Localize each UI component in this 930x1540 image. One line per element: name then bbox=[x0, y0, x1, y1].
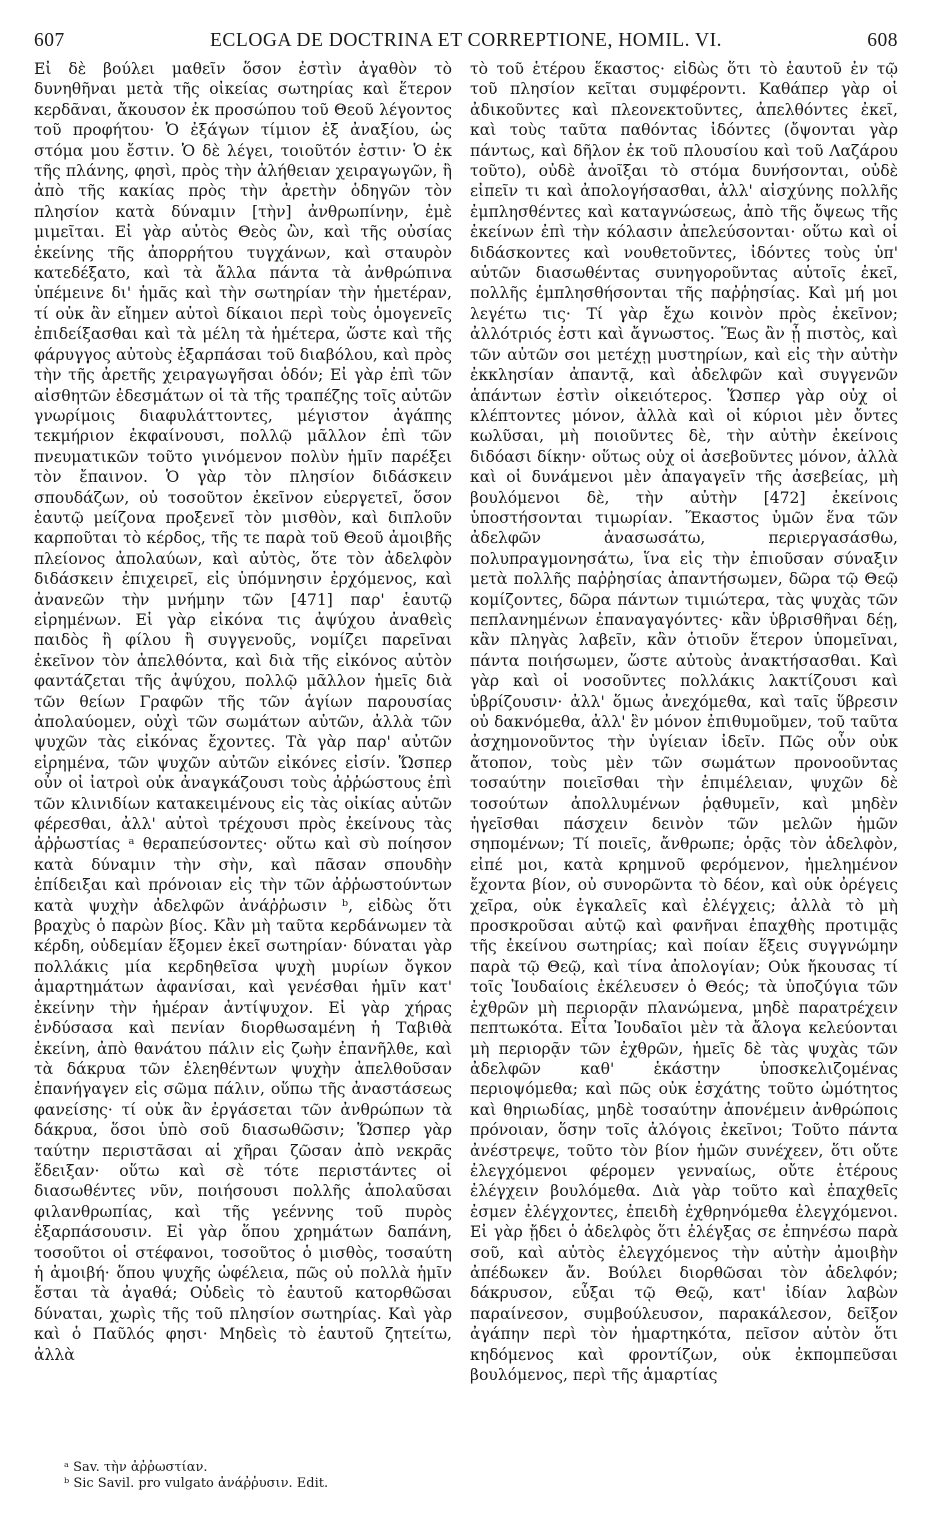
left-column-text: Εἰ δὲ βούλει μαθεῖν ὅσον ἐστὶν ἀγαθὸν τὸ δυνηθῆναι μετὰ τῆς οἰκείας σωτηρίας καὶ ἕτερον κερδᾶναι, ἄκουσον ἐκ προσώπου τοῦ Θεοῦ λέγοντος τοῦ προφήτου· Ὁ ἐξάγων τίμιον ἐξ ἀναξίου, ὡς στόμα μου ἔστιν. Ὁ δὲ λέγει, τοιοῦτόν ἐστιν· Ὁ ἐκ τῆς πλάνης, φησὶ, πρὸς τὴν ἀλήθειαν χειραγωγῶν, ἢ ἀπὸ τῆς κακίας πρὸς τὴν ἀρετὴν ὁδηγῶν τὸν πλησίον κατὰ δύναμιν [τὴν] ἀνθρωπίνην, ἐμὲ μιμεῖται. Εἰ γὰρ αὐτὸς Θεὸς ὢν, καὶ τῆς οὐσίας ἐκείνης τῆς ἀπορρήτου τυγχάνων, καὶ σταυρὸν κατεδέξατο, καὶ τὰ ἄλλα πάντα τὰ ἀνθρώπινα ὑπέμεινε δι' ἡμᾶς καὶ τὴν σωτηρίαν τὴν ἡμετέραν, τί οὐκ ἂν εἴημεν αὐτοὶ δίκαιοι περὶ τοὺς ὁμογενεῖς ἐπιδείξασθαι καὶ τὰ μέλη τὰ ἡμέτερα, ὥστε καὶ τῆς φάρυγγος αὐτοὺς ἐξαρπάσαι τοῦ διαβόλου, καὶ πρὸς τὴν τῆς ἀρετῆς χειραγωγῆσαι ὁδόν; Εἰ γὰρ ἐπὶ τῶν αἰσθητῶν ἐδεσμάτων οἱ τὰ τῆς τραπέζης τοῖς αὐτῶν γνωρίμοις διαφυλάττοντες, μέγιστον ἀγάπης τεκμήριον ἐκφαίνουσι, πολλῷ μᾶλλον ἐπὶ τῶν πνευματικῶν τοῦτο γινόμενον πολὺν ἡμῖν παρέξει τὸν ἔπαινον. Ὁ γὰρ τὸν πλησίον διδάσκειν σπουδάζων, οὐ τοσοῦτον ἐκεῖνον εὐεργετεῖ, ὅσον ἑαυτῷ μείζονα προξενεῖ τὸν μισθὸν, καὶ διπλοῦν καρποῦται τὸ κέρδος, τῆς τε παρὰ τοῦ Θεοῦ ἀμοιβῆς πλείονος ἀπολαύων, καὶ αὐτὸς, ὅτε τὸν ἀδελφὸν διδάσκειν ἐπιχειρεῖ, εἰς ὑπόμνησιν ἐρχόμενος, καὶ ἀνανεῶν τὴν μνήμην τῶν [471] παρ' ἑαυτῷ εἰρημένων. Εἰ γὰρ εἰκόνα τις ἀψύχου ἀναθεὶς παιδὸς ἢ φίλου ἢ συγγενοῦς, νομίζει παρεῖναι ἐκεῖνον τὸν ἀπελθόντα, καὶ διὰ τῆς εἰκόνος αὐτὸν φαντάζεται τῆς ἀψύχου, πολλῷ μᾶλλον ἡμεῖς διὰ τῶν θείων Γραφῶν τῆς τῶν ἁγίων παρουσίας ἀπολαύομεν, οὐχὶ τῶν σωμάτων αὐτῶν, ἀλλὰ τῶν ψυχῶν τὰς εἰκόνας ἔχοντες. Τὰ γὰρ παρ' αὐτῶν εἰρημένα, τῶν ψυχῶν αὐτῶν εἰκόνες εἰσίν. Ὥσπερ οὖν οἱ ἰατροὶ οὐκ ἀναγκάζουσι τοὺς ἀῤῥώστους ἐπὶ τῶν κλινιδίων κατακειμένους εἰς τὰς οἰκίας αὐτῶν φέρεσθαι, ἀλλ' αὐτοὶ τρέχουσι πρὸς ἐκείνους τὰς ἀῤῥωστίας ᵃ θεραπεύσοντες· οὕτω καὶ σὺ ποίησον κατὰ δύναμιν τὴν σὴν, καὶ πᾶσαν σπουδὴν ἐπίδειξαι καὶ πρόνοιαν εἰς τὴν τῶν ἀῤῥωστούντων κατὰ ψυχὴν ἀδελφῶν ἀνάῤῥωσιν ᵇ, εἰδὼς ὅτι βραχὺς ὁ παρὼν βίος. Κἂν μὴ ταῦτα κερδάνωμεν τὰ κέρδη, οὐδεμίαν ἕξομεν ἐκεῖ σωτηρίαν· δύναται γὰρ πολλάκις μία κερδηθεῖσα ψυχὴ μυρίων ὄγκον ἁμαρτημάτων ἀφανίσαι, καὶ γενέσθαι ἡμῖν κατ' ἐκείνην τὴν ἡμέραν ἀντίψυχον. Εἰ γὰρ χήρας ἐνδύσασα καὶ πενίαν διορθωσαμένη ἡ Ταβιθὰ ἐκείνη, ἀπὸ θανάτου πάλιν εἰς ζωὴν ἐπανῆλθε, καὶ τὰ δάκρυα τῶν ἐλεηθέντων ψυχὴν ἀπελθοῦσαν ἐπανήγαγεν εἰς σῶμα πάλιν, οὕπω τῆς ἀναστάσεως φανείσης· τί οὐκ ἂν ἐργάσεται τῶν ἀνθρώπων τὰ δάκρυα, ὅσοι ὑπὸ σοῦ διασωθῶσιν; Ὥσπερ γὰρ ταύτην περιστᾶσαι αἱ χῆραι ζῶσαν ἀπὸ νεκρᾶς ἔδειξαν· οὕτω καὶ σὲ τότε περιστάντες οἱ διασωθέντες νῦν, ποιήσουσι πολλῆς ἀπολαῦσαι φιλανθρωπίας, καὶ τῆς γεέννης τοῦ πυρὸς ἐξαρπάσουσιν. Εἰ γὰρ ὅπου χρημάτων δαπάνη, τοσοῦτοι οἱ στέφανοι, τοσοῦτος ὁ μισθὸς, τοσαύτη ἡ ἀμοιβή· ὅπου ψυχῆς ὠφέλεια, πῶς οὐ πολλὰ ἡμῖν ἔσται τὰ ἀγαθά; Οὐδεὶς τὸ ἑαυτοῦ κατορθῶσαι δύναται, χωρὶς τῆς τοῦ πλησίον σωτηρίας. Καὶ γὰρ καὶ ὁ Παῦλός φησι· Μηδεὶς τὸ ἑαυτοῦ ζητείτω, ἀλλὰ bbox=[34, 60, 452, 1364]
page-number-left: 607 bbox=[34, 30, 65, 51]
footnote-b: ᵇ Sic Savil. pro vulgato ἀνάῤῥυσιν. Edit. bbox=[64, 1476, 329, 1491]
right-column-text: τὸ τοῦ ἑτέρου ἕκαστος· εἰδὼς ὅτι τὸ ἑαυτοῦ ἐν τῷ τοῦ πλησίον κεῖται συμφέροντι. Καθάπερ γὰρ οἱ ἀδικοῦντες καὶ πλεονεκτοῦντες, ἀπελθόντες ἐκεῖ, καὶ τοὺς ταῦτα παθόντας ἰδόντες (ὄψονται γὰρ πάντως, καὶ δῆλον ἐκ τοῦ πλουσίου καὶ τοῦ Λαζάρου τοῦτο), οὐδὲ ἀνοῖξαι τὸ στόμα δυνήσονται, οὐδὲ εἰπεῖν τι καὶ ἀπολογήσασθαι, ἀλλ' αἰσχύνης πολλῆς ἐμπλησθέντες καὶ καταγνώσεως, ἀπὸ τῆς ὄψεως τῆς ἐκείνων ἐπὶ τὴν κόλασιν ἀπελεύσονται· οὕτω καὶ οἱ διδάσκοντες καὶ νουθετοῦντες, ἰδόντες τοὺς ὑπ' αὐτῶν διασωθέντας συνηγοροῦντας αὐτοῖς ἐκεῖ, πολλῆς ἐμπλησθήσονται τῆς παῤῥησίας. Καὶ μή μοι λεγέτω τις· Τί γὰρ ἔχω κοινὸν πρὸς ἐκεῖνον; ἀλλότριός ἐστι καὶ ἄγνωστος. Ἕως ἂν ᾖ πιστὸς, καὶ τῶν αὐτῶν σοι μετέχῃ μυστηρίων, καὶ εἰς τὴν αὐτὴν ἐκκλησίαν ἀπαντᾷ, καὶ ἀδελφῶν καὶ συγγενῶν ἁπάντων ἐστὶν οἰκειότερος. Ὥσπερ γὰρ οὐχ οἱ κλέπτοντες μόνον, ἀλλὰ καὶ οἱ κύριοι μὲν ὄντες κωλῦσαι, μὴ ποιοῦντες δὲ, τὴν αὐτὴν ἐκείνοις διδόασι δίκην· οὕτως οὐχ οἱ ἀσεβοῦντες μόνον, ἀλλὰ καὶ οἱ δυνάμενοι μὲν ἀπαγαγεῖν τῆς ἀσεβείας, μὴ βουλόμενοι δὲ, τὴν αὐτὴν [472] ἐκείνοις ὑποστήσονται τιμωρίαν. Ἕκαστος ὑμῶν ἕνα τῶν ἀδελφῶν ἀνασωσάτω, περιεργασάσθω, πολυπραγμονησάτω, ἵνα εἰς τὴν ἐπιοῦσαν σύναξιν μετὰ πολλῆς παῤῥησίας ἀπαντήσωμεν, δῶρα τῷ Θεῷ κομίζοντες, δῶρα πάντων τιμιώτερα, τὰς ψυχὰς τῶν πεπλανημένων ἐπαναγαγόντες· κἂν ὑβρισθῆναι δέῃ, κἂν πληγὰς λαβεῖν, κἂν ὁτιοῦν ἕτερον ὑπομεῖναι, πάντα ποιήσωμεν, ὥστε αὐτοὺς ἀνακτήσασθαι. Καὶ γὰρ καὶ οἱ νοσοῦντες πολλάκις λακτίζουσι καὶ ὑβρίζουσιν· ἀλλ' ὅμως ἀνεχόμεθα, καὶ ταῖς ὕβρεσιν οὐ δακνόμεθα, ἀλλ' ἓν μόνον ἐπιθυμοῦμεν, τοῦ ταῦτα ἀσχημονοῦντος τὴν ὑγίειαν ἰδεῖν. Πῶς οὖν οὐκ ἄτοπον, τοὺς μὲν τῶν σωμάτων προνοοῦντας τοσαύτην ποιεῖσθαι τὴν ἐπιμέλειαν, ψυχῶν δὲ τοσούτων ἀπολλυμένων ῥᾳθυμεῖν, καὶ μηδὲν ἡγεῖσθαι πάσχειν δεινὸν τῶν μελῶν ἡμῶν σηπομένων; Τί ποιεῖς, ἄνθρωπε; ὁρᾷς τὸν ἀδελφὸν, εἰπέ μοι, κατὰ κρημνοῦ φερόμενον, ἠμελημένον ἔχοντα βίον, οὐ συνορῶντα τὸ δέον, καὶ οὐκ ὀρέγεις χεῖρα, οὐκ ἐγκαλεῖς καὶ ἐλέγχεις; ἀλλὰ τὸ μὴ προσκροῦσαι αὐτῷ καὶ φανῆναι ἐπαχθὴς προτιμᾷς τῆς ἐκείνου σωτηρίας; καὶ ποίαν ἕξεις συγγνώμην παρὰ τῷ Θεῷ, καὶ τίνα ἀπολογίαν; Οὐκ ἤκουσας τί τοῖς Ἰουδαίοις ἐκέλευσεν ὁ Θεός; τὰ ὑποζύγια τῶν ἐχθρῶν μὴ περιορᾷν πλανώμενα, μηδὲ παρατρέχειν πεπτωκότα. Εἶτα Ἰουδαῖοι μὲν τὰ ἄλογα κελεύονται μὴ περιορᾷν τῶν ἐχθρῶν, ἡμεῖς δὲ τὰς ψυχὰς τῶν ἀδελφῶν καθ' ἑκάστην ὑποσκελιζομένας περιοψόμεθα; καὶ πῶς οὐκ ἐσχάτης τοῦτο ὠμότητος καὶ θηριωδίας, μηδὲ τοσαύτην ἀπονέμειν ἀνθρώποις πρόνοιαν, ὅσην τοῖς ἀλόγοις ἐκεῖνοι; Τοῦτο πάντα ἀνέστρεψε, τοῦτο τὸν βίον ἡμῶν συνέχεεν, ὅτι οὔτε ἐλεγχόμενοι φέρομεν γενναίως, οὔτε ἑτέρους ἐλέγχειν βουλόμεθα. Διὰ γὰρ τοῦτο καὶ ἐπαχθεῖς ἐσμεν ἐλέγχοντες, ἐπειδὴ ἐχθρηνόμεθα ἐλεγχόμενοι. Εἰ γὰρ ᾔδει ὁ ἀδελφὸς ὅτι ἐλέγξας σε ἐπηνέσω παρὰ σοῦ, καὶ αὐτὸς ἐλεγχόμενος τὴν αὐτὴν ἀμοιβὴν ἀπέδωκεν ἄν. Βούλει διορθῶσαι τὸν ἀδελφόν; δάκρυσον, εὖξαι τῷ Θεῷ, κατ' ἰδίαν λαβὼν παραίνεσον, συμβούλευσον, παρακάλεσον, δεῖξον ἀγάπην περὶ τὸν ἡμαρτηκότα, πεῖσον αὐτὸν ὅτι κηδόμενος καὶ φροντίζων, οὐκ ἐκπομπεῦσαι βουλόμενος, περὶ τῆς ἁμαρτίας bbox=[470, 60, 898, 1384]
right-column bbox=[470, 59, 898, 1499]
running-title: ECLOGA DE DOCTRINA ET CORREPTIONE, HOMIL. VI. bbox=[210, 30, 722, 51]
left-column bbox=[34, 59, 452, 1499]
footnote-a: ᵃ Sav. τὴν ἀῤῥωστίαν. bbox=[64, 1460, 208, 1475]
footnotes bbox=[64, 1460, 454, 1492]
page-number-right: 608 bbox=[867, 30, 898, 51]
running-head bbox=[34, 30, 898, 58]
